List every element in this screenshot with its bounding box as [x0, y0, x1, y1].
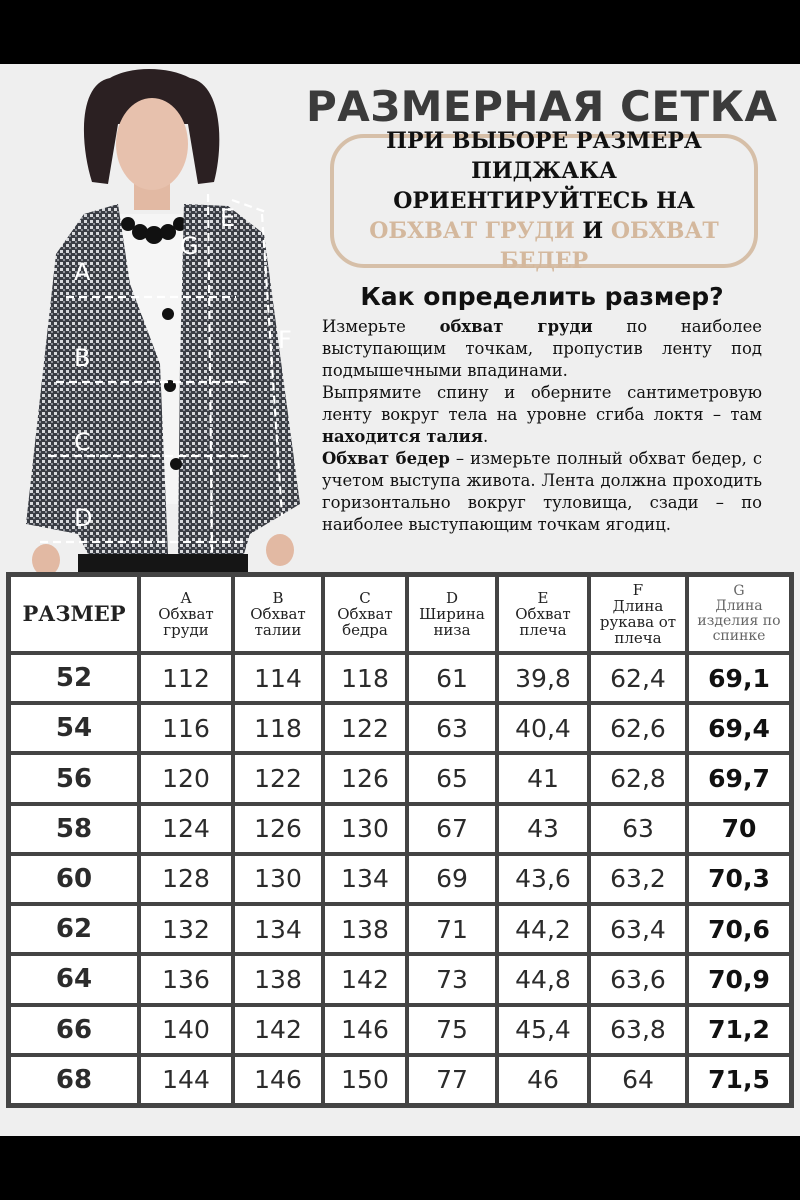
- table-row: [9, 854, 791, 904]
- column-header-d: [407, 575, 497, 653]
- measure-cell: 70,9: [687, 954, 791, 1004]
- size-cell: 52: [9, 653, 139, 703]
- column-name: Обхват груди: [158, 605, 214, 639]
- page-title: РАЗМЕРНАЯ СЕТКА: [306, 82, 778, 131]
- column-name: Обхват плеча: [515, 605, 571, 639]
- howto-chest-paragraph: Измерьте обхват груди по наиболее выступающим точкам, пропустив ленту под подмышечными впадинами.: [322, 317, 762, 380]
- column-header-g: [687, 575, 791, 653]
- label-d: D: [74, 504, 93, 532]
- table-row: [9, 954, 791, 1004]
- measure-cell: 150: [323, 1055, 407, 1105]
- size-chart-sheet: [0, 64, 800, 1136]
- column-letter: E: [537, 589, 549, 607]
- measure-cell: 44,8: [497, 954, 589, 1004]
- measure-cell: 63: [589, 804, 687, 854]
- column-header-e: [497, 575, 589, 653]
- size-table: [6, 572, 794, 1108]
- measure-cell: 140: [139, 1005, 233, 1055]
- column-name: Длина изделия по спинке: [697, 598, 781, 644]
- measure-cell: 63,2: [589, 854, 687, 904]
- measure-cell: 64: [589, 1055, 687, 1105]
- column-header-f: [589, 575, 687, 653]
- measure-cell: 124: [139, 804, 233, 854]
- column-letter: A: [180, 589, 192, 607]
- measure-cell: 45,4: [497, 1005, 589, 1055]
- measure-cell: 118: [323, 653, 407, 703]
- column-header-c: [323, 575, 407, 653]
- measure-cell: 63,4: [589, 904, 687, 954]
- table-row: [9, 703, 791, 753]
- measure-cell: 44,2: [497, 904, 589, 954]
- measure-cell: 62,4: [589, 653, 687, 703]
- measure-cell: 77: [407, 1055, 497, 1105]
- size-column-header: РАЗМЕР: [9, 575, 139, 653]
- measure-cell: 142: [323, 954, 407, 1004]
- measure-cell: 138: [323, 904, 407, 954]
- measure-cell: 138: [233, 954, 323, 1004]
- measure-cell: 112: [139, 653, 233, 703]
- model-photo: [18, 64, 310, 576]
- measure-cell: 61: [407, 653, 497, 703]
- measure-cell: 128: [139, 854, 233, 904]
- table-row: [9, 1005, 791, 1055]
- measure-cell: 116: [139, 703, 233, 753]
- measure-cell: 70: [687, 804, 791, 854]
- column-name: Длина рукава от плеча: [599, 597, 677, 647]
- measure-cell: 62,6: [589, 703, 687, 753]
- measure-cell: 122: [323, 703, 407, 753]
- label-g: G: [180, 232, 199, 260]
- size-cell: 56: [9, 753, 139, 803]
- measure-cell: 132: [139, 904, 233, 954]
- advice-accent-chest: ОБХВАТ ГРУДИ: [369, 218, 575, 244]
- measure-cell: 69: [407, 854, 497, 904]
- measure-cell: 130: [323, 804, 407, 854]
- measure-cell: 71,5: [687, 1055, 791, 1105]
- advice-text: ПРИ ВЫБОРЕ РАЗМЕРА ПИДЖАКА ОРИЕНТИРУЙТЕСЬ НА ОБХВАТ ГРУДИ И ОБХВАТ БЕДЕР: [369, 128, 719, 274]
- column-name: Ширина низа: [419, 605, 485, 639]
- measure-cell: 69,7: [687, 753, 791, 803]
- measure-cell: 43: [497, 804, 589, 854]
- measure-cell: 122: [233, 753, 323, 803]
- measure-cell: 126: [323, 753, 407, 803]
- size-cell: 68: [9, 1055, 139, 1105]
- table-row: [9, 653, 791, 703]
- column-letter: C: [359, 589, 371, 607]
- measure-cell: 67: [407, 804, 497, 854]
- size-cell: 60: [9, 854, 139, 904]
- measure-cell: 65: [407, 753, 497, 803]
- measure-cell: 39,8: [497, 653, 589, 703]
- label-f: F: [278, 326, 292, 354]
- size-cell: 62: [9, 904, 139, 954]
- column-letter: B: [272, 589, 284, 607]
- column-letter: D: [445, 589, 459, 607]
- measure-cell: 114: [233, 653, 323, 703]
- column-name: Обхват талии: [250, 605, 306, 639]
- column-name: Обхват бедра: [337, 605, 393, 639]
- column-header-a: [139, 575, 233, 653]
- measure-cell: 134: [323, 854, 407, 904]
- table-row: [9, 753, 791, 803]
- measure-cell: 70,3: [687, 854, 791, 904]
- size-cell: 66: [9, 1005, 139, 1055]
- measure-cell: 118: [233, 703, 323, 753]
- size-cell: 58: [9, 804, 139, 854]
- measure-cell: 146: [323, 1005, 407, 1055]
- label-c: C: [74, 428, 91, 456]
- howto-hips-paragraph: Обхват бедер – измерьте полный обхват бедер, с учетом выступа живота. Лента должна проходить горизонтально вокруг туловища, сзади – по наиболее выступающим точкам ягодиц.: [322, 449, 763, 534]
- table-body: [9, 653, 791, 1105]
- column-letter: G: [733, 583, 745, 599]
- measure-cell: 146: [233, 1055, 323, 1105]
- label-a: A: [74, 258, 91, 286]
- measure-cell: 41: [497, 753, 589, 803]
- advice-accent-hips: ОБХВАТ БЕДЕР: [499, 218, 719, 274]
- column-header-b: [233, 575, 323, 653]
- measure-cell: 142: [233, 1005, 323, 1055]
- howto-title: Как определить размер?: [360, 282, 724, 311]
- measure-cell: 70,6: [687, 904, 791, 954]
- measure-cell: 130: [233, 854, 323, 904]
- measure-cell: 126: [233, 804, 323, 854]
- table-row: [9, 904, 791, 954]
- howto-text: [322, 316, 762, 536]
- measure-cell: 63: [407, 703, 497, 753]
- measure-cell: 73: [407, 954, 497, 1004]
- table-row: [9, 1055, 791, 1105]
- measure-cell: 134: [233, 904, 323, 954]
- measure-cell: 71,2: [687, 1005, 791, 1055]
- howto-waist-paragraph: Выпрямите спину и оберните сантиметровую ленту вокруг тела на уровне сгиба локтя – там находится талия.: [322, 383, 762, 446]
- label-b: B: [74, 344, 91, 372]
- table-header-row: [9, 575, 791, 653]
- measure-cell: 43,6: [497, 854, 589, 904]
- measure-cell: 71: [407, 904, 497, 954]
- size-cell: 54: [9, 703, 139, 753]
- table-row: [9, 804, 791, 854]
- measure-cell: 46: [497, 1055, 589, 1105]
- column-letter: F: [632, 581, 644, 599]
- measure-cell: 69,4: [687, 703, 791, 753]
- measure-cell: 144: [139, 1055, 233, 1105]
- measure-cell: 62,8: [589, 753, 687, 803]
- size-advice-box: [330, 128, 758, 274]
- label-e: E: [220, 204, 236, 232]
- measure-cell: 69,1: [687, 653, 791, 703]
- measure-cell: 120: [139, 753, 233, 803]
- measure-cell: 136: [139, 954, 233, 1004]
- measure-cell: 75: [407, 1005, 497, 1055]
- measure-cell: 63,8: [589, 1005, 687, 1055]
- measure-cell: 40,4: [497, 703, 589, 753]
- size-cell: 64: [9, 954, 139, 1004]
- measure-cell: 63,6: [589, 954, 687, 1004]
